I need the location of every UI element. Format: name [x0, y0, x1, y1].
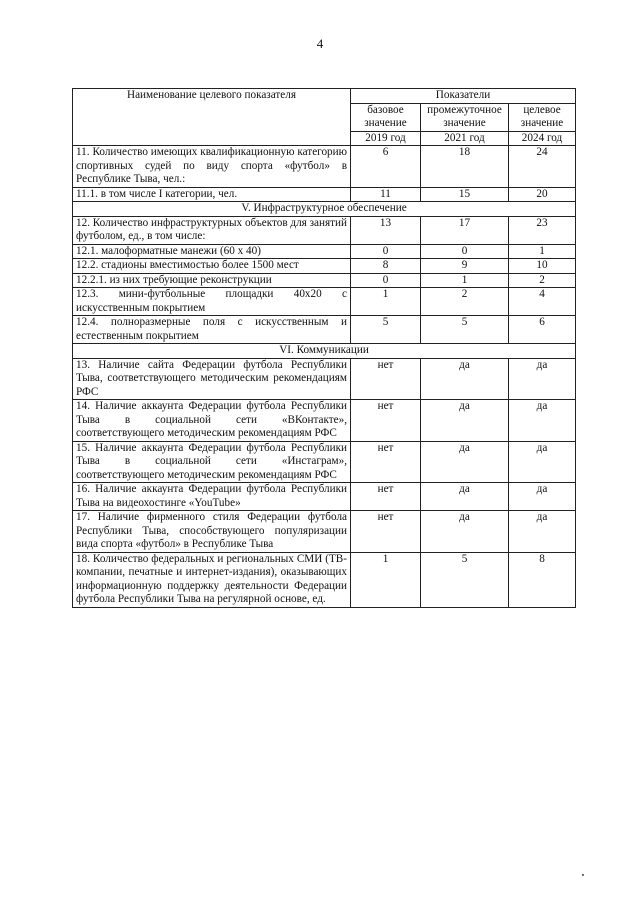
- target-value-cell: 6: [509, 316, 576, 344]
- base-value-cell: 5: [351, 316, 421, 344]
- target-value-cell: да: [509, 483, 576, 511]
- header-column-label: промежуточное значение: [427, 103, 502, 129]
- intermediate-value-cell: 9: [421, 259, 509, 274]
- indicator-name-cell: 12.1. малоформатные манежи (60 х 40): [73, 244, 351, 259]
- table-row: [73, 483, 576, 511]
- target-value-cell: 4: [509, 288, 576, 316]
- header-column-label: целевое значение: [520, 103, 564, 129]
- indicator-name-cell: 13. Наличие сайта Федерации футбола Республики Тыва, соответствующего методическим рекомендациям РФС: [73, 358, 351, 400]
- intermediate-value-cell: 5: [421, 552, 509, 607]
- intermediate-value-cell: да: [421, 400, 509, 442]
- intermediate-value-cell: 17: [421, 216, 509, 244]
- target-value-cell: 10: [509, 259, 576, 274]
- table-row: [73, 146, 576, 188]
- target-value-cell: да: [509, 441, 576, 483]
- intermediate-value-cell: 2: [421, 288, 509, 316]
- table-body: [73, 146, 576, 608]
- target-value-cell: да: [509, 400, 576, 442]
- header-column-year: 2019 год: [351, 131, 420, 146]
- base-value-cell: 0: [351, 273, 421, 288]
- table-row: [73, 552, 576, 607]
- header-column-year: 2021 год: [421, 131, 508, 146]
- table-row: [73, 358, 576, 400]
- scan-mark: [582, 874, 584, 876]
- intermediate-value-cell: да: [421, 483, 509, 511]
- base-value-cell: 1: [351, 288, 421, 316]
- base-value-cell: нет: [351, 441, 421, 483]
- target-value-cell: да: [509, 358, 576, 400]
- section-title: VI. Коммуникации: [73, 344, 576, 359]
- intermediate-value-cell: да: [421, 358, 509, 400]
- target-value-cell: 8: [509, 552, 576, 607]
- section-title: V. Инфраструктурное обеспечение: [73, 202, 576, 217]
- indicator-name-cell: 12.2. стадионы вместимостью более 1500 мест: [73, 259, 351, 274]
- indicator-name-cell: 12.4. полноразмерные поля с искусственным и естественным покрытием: [73, 316, 351, 344]
- base-value-cell: нет: [351, 358, 421, 400]
- header-column-intermediate: [421, 103, 509, 146]
- header-column-year: 2024 год: [509, 131, 575, 146]
- target-value-cell: 23: [509, 216, 576, 244]
- table-row: [73, 288, 576, 316]
- table-row: [73, 441, 576, 483]
- target-value-cell: 20: [509, 187, 576, 202]
- intermediate-value-cell: 0: [421, 244, 509, 259]
- base-value-cell: 13: [351, 216, 421, 244]
- section-row: [73, 344, 576, 359]
- indicator-name-cell: 18. Количество федеральных и региональных СМИ (ТВ-компании, печатные и интернет-издания), оказывающих информационную поддержку деятельности Федерации футбола Республики Тыва на регулярной основе, ед.: [73, 552, 351, 607]
- target-value-cell: 1: [509, 244, 576, 259]
- header-indicator-name: Наименование целевого показателя: [73, 89, 351, 146]
- section-row: [73, 202, 576, 217]
- base-value-cell: 6: [351, 146, 421, 188]
- intermediate-value-cell: да: [421, 441, 509, 483]
- indicator-name-cell: 12.2.1. из них требующие реконструкции: [73, 273, 351, 288]
- indicator-name-cell: 14. Наличие аккаунта Федерации футбола Республики Тыва в социальной сети «ВКонтакте», соответствующего методическим рекомендациям РФС: [73, 400, 351, 442]
- base-value-cell: 11: [351, 187, 421, 202]
- base-value-cell: нет: [351, 511, 421, 553]
- intermediate-value-cell: да: [421, 511, 509, 553]
- base-value-cell: нет: [351, 483, 421, 511]
- header-column-label: базовое значение: [364, 103, 407, 129]
- header-column-target: [509, 103, 576, 146]
- table-row: [73, 187, 576, 202]
- indicator-name-cell: 12. Количество инфраструктурных объектов для занятий футболом, ед., в том числе:: [73, 216, 351, 244]
- header-indicators: Показатели: [351, 89, 576, 104]
- indicator-name-cell: 17. Наличие фирменного стиля Федерации футбола Республики Тыва, способствующего популяризации вида спорта «футбол» в Республике Тыва: [73, 511, 351, 553]
- header-column-base: [351, 103, 421, 146]
- intermediate-value-cell: 15: [421, 187, 509, 202]
- intermediate-value-cell: 5: [421, 316, 509, 344]
- target-value-cell: 24: [509, 146, 576, 188]
- table-row: [73, 216, 576, 244]
- indicators-table: [72, 88, 576, 608]
- table-row: [73, 316, 576, 344]
- intermediate-value-cell: 1: [421, 273, 509, 288]
- page-number: 4: [316, 36, 324, 51]
- table-row: [73, 400, 576, 442]
- indicator-name-cell: 12.3. мини-футбольные площадки 40х20 с искусственным покрытием: [73, 288, 351, 316]
- base-value-cell: 8: [351, 259, 421, 274]
- indicator-name-cell: 15. Наличие аккаунта Федерации футбола Республики Тыва в социальной сети «Инстаграм», соответствующего методическим рекомендациям РФС: [73, 441, 351, 483]
- base-value-cell: нет: [351, 400, 421, 442]
- table-row: [73, 511, 576, 553]
- base-value-cell: 1: [351, 552, 421, 607]
- target-value-cell: да: [509, 511, 576, 553]
- target-value-cell: 2: [509, 273, 576, 288]
- intermediate-value-cell: 18: [421, 146, 509, 188]
- indicator-name-cell: 11. Количество имеющих квалификационную категорию спортивных судей по виду спорта «футбол» в Республике Тыва, чел.:: [73, 146, 351, 188]
- table-row: [73, 244, 576, 259]
- indicator-name-cell: 11.1. в том числе I категории, чел.: [73, 187, 351, 202]
- indicator-name-cell: 16. Наличие аккаунта Федерации футбола Республики Тыва на видеохостинге «YouTube»: [73, 483, 351, 511]
- table-row: [73, 259, 576, 274]
- base-value-cell: 0: [351, 244, 421, 259]
- table-row: [73, 273, 576, 288]
